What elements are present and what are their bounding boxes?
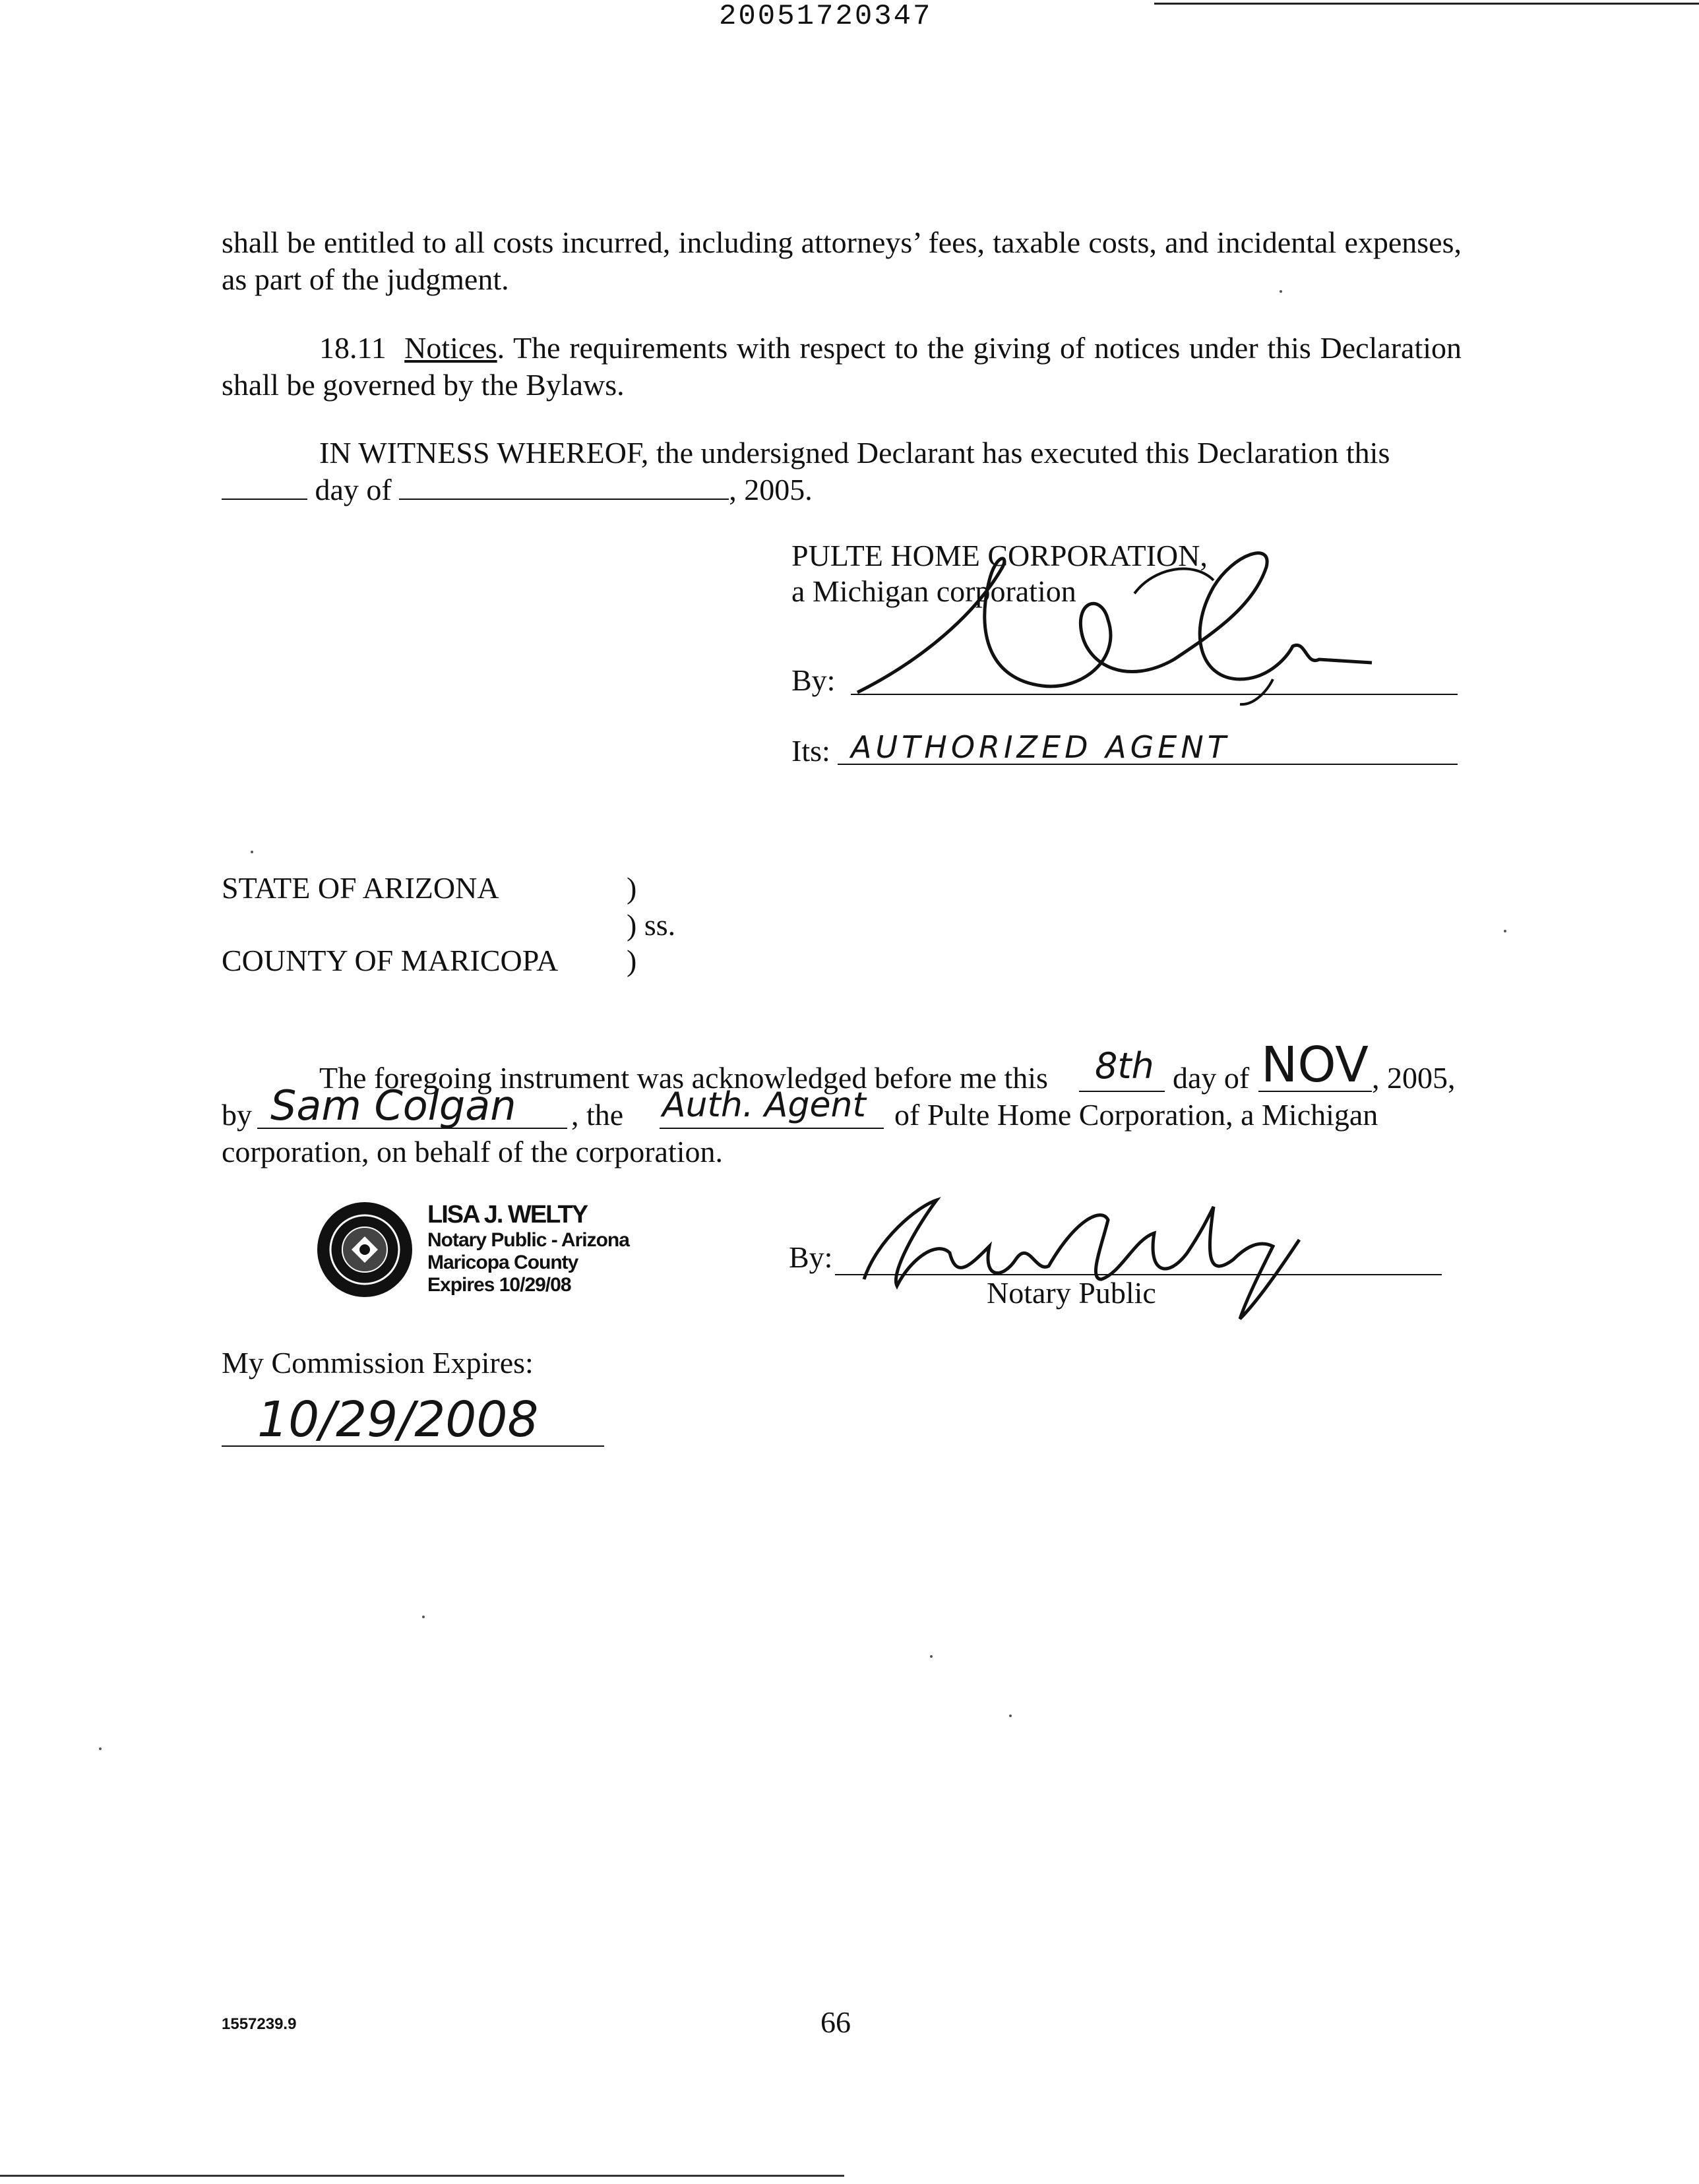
declarant-signature [844,528,1411,725]
ack-day-line [1079,1091,1165,1092]
ack-day-of-label: day of [1173,1061,1250,1095]
ack-name-value: Sam Colgan [270,1081,516,1130]
notices-text: . The requirements with respect to the giving of notices under this Declaration shall be governed by the Bylaws. [222,331,1462,402]
scan-speck [99,1747,102,1750]
witness-month-blank [399,472,729,500]
continuation-paragraph [222,224,1462,298]
notary-seal-icon [315,1200,414,1299]
ack-the-label: , the [571,1098,624,1132]
witness-day-label: day of [315,473,392,506]
by-label: By: [791,663,836,697]
notary-stamp-name: LISA J. WELTY [427,1201,588,1228]
scan-speck [251,851,253,853]
notary-stamp-title: Notary Public - Arizona [427,1229,629,1251]
ack-month-value: NOV [1261,1037,1369,1093]
notary-caption: Notary Public [987,1276,1156,1310]
document-id: 1557239.9 [222,2015,297,2033]
recording-number: 20051720347 [719,0,933,33]
notary-stamp-county: Maricopa County [427,1252,578,1273]
commission-label: My Commission Expires: [222,1346,534,1380]
scan-speck [422,1616,425,1618]
company-description: a Michigan corporation [791,574,1076,608]
ack-by-label: by [222,1098,252,1132]
witness-line: IN WITNESS WHEREOF, the undersigned Declarant has executed this Declaration this [319,436,1390,470]
its-label: Its: [791,734,830,768]
witness-date-line [222,472,813,507]
witness-year: , 2005. [729,473,813,506]
scan-speck [930,1655,933,1658]
its-value: AUTHORIZED AGENT [851,729,1230,765]
venue-paren-bottom: ) [627,944,637,977]
ack-line-2-text: of Pulte Home Corporation, a Michigan [894,1098,1378,1132]
notary-stamp-expires: Expires 10/29/08 [427,1274,571,1296]
company-name: PULTE HOME CORPORATION, [791,539,1208,572]
ack-title-line [660,1128,884,1129]
venue-paren-top: ) [627,871,637,905]
notary-stamp [427,1200,629,1296]
bottom-rule [0,2175,844,2177]
venue-ss: ) ss. [627,908,676,942]
state-label: STATE OF ARIZONA [222,871,499,905]
scan-speck [1504,930,1506,932]
notices-number: 18.11 [319,331,386,365]
notices-paragraph [222,330,1462,404]
scan-speck [1009,1714,1012,1717]
commission-date: 10/29/2008 [257,1391,539,1448]
ack-day-value: 8th [1095,1045,1154,1087]
page-number: 66 [820,2005,851,2039]
notary-by-label: By: [789,1240,833,1274]
ack-title-value: Auth. Agent [662,1085,866,1125]
ack-line-3-text: corporation, on behalf of the corporation. [222,1135,724,1168]
witness-day-blank [222,472,307,500]
continuation-text: shall be entitled to all costs incurred, including attorneys’ fees, taxable costs, and incidental expenses, as part of the judgment. [222,226,1462,296]
top-rule [1154,3,1699,5]
ack-line-1-text: The foregoing instrument was acknowledged before me this [319,1061,1048,1095]
county-label: COUNTY OF MARICOPA [222,944,559,977]
ack-year: , 2005, [1372,1061,1456,1095]
scan-speck [1280,290,1282,293]
notices-heading: Notices [404,331,497,365]
